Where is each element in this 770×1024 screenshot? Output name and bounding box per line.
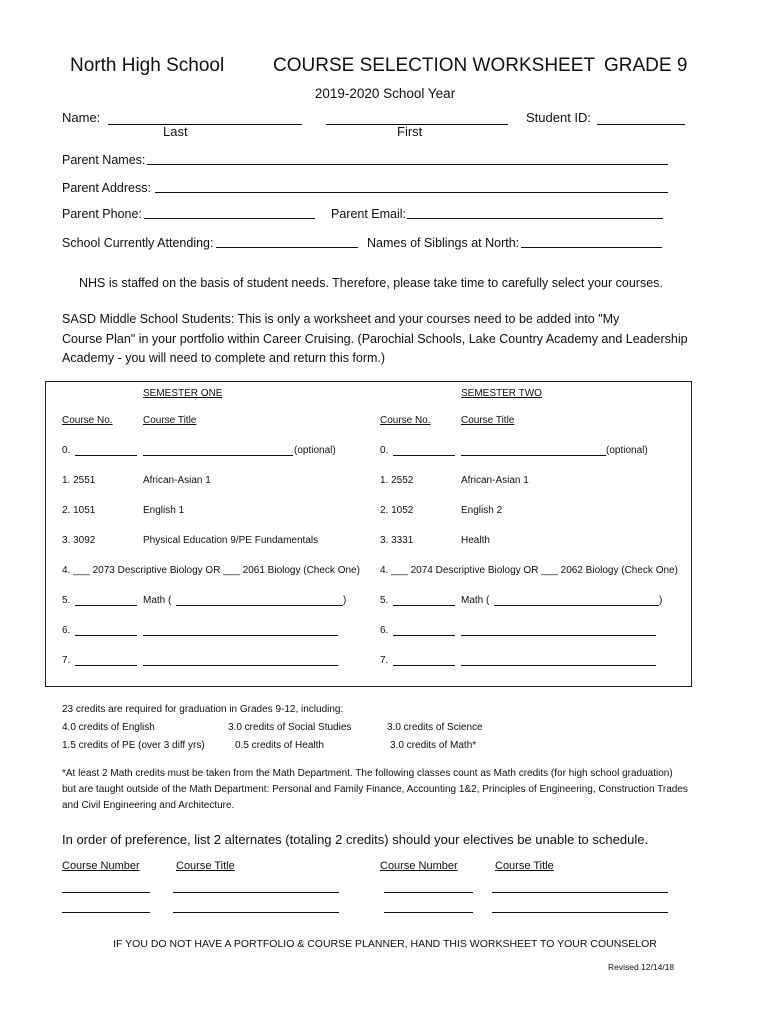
credits-science: 3.0 credits of Science bbox=[387, 722, 483, 733]
siblings-field[interactable] bbox=[521, 235, 662, 248]
s1-row0-title-field[interactable] bbox=[143, 443, 293, 456]
alt-course-title-header-1: Course Title bbox=[176, 860, 235, 872]
parent-address-field[interactable] bbox=[155, 180, 668, 193]
s1-row5-no-field[interactable] bbox=[75, 593, 137, 606]
s1-row3-no: 3. 3092 bbox=[62, 535, 96, 546]
s2-row5-no: 5. bbox=[380, 595, 389, 606]
parent-names-label: Parent Names: bbox=[62, 153, 146, 167]
last-label: Last bbox=[163, 124, 188, 139]
parent-names-field[interactable] bbox=[147, 152, 668, 165]
portfolio-notice: IF YOU DO NOT HAVE A PORTFOLIO & COURSE PLANNER, HAND THIS WORKSHEET TO YOUR COUNSELOR bbox=[113, 938, 657, 950]
s2-row3-title: Health bbox=[461, 535, 490, 546]
alt-course-number-header-2: Course Number bbox=[380, 860, 458, 872]
credits-health: 0.5 credits of Health bbox=[235, 740, 324, 751]
middle-school-notice-3: Academy - you will need to complete and return this form.) bbox=[62, 351, 386, 365]
s2-course-no-header: Course No. bbox=[380, 415, 431, 426]
s2-row2-title: English 2 bbox=[461, 505, 503, 516]
s1-row1-title: African-Asian 1 bbox=[143, 475, 211, 486]
s1-row1-no: 1. 2551 bbox=[62, 475, 96, 486]
s2-row6-title-field[interactable] bbox=[461, 623, 656, 636]
alt2-course-title-field[interactable] bbox=[173, 900, 339, 913]
s1-row4-biology-choice[interactable]: 4. ___ 2073 Descriptive Biology OR ___ 2061 Biology (Check One) bbox=[62, 565, 360, 576]
page-title: COURSE SELECTION WORKSHEET bbox=[273, 55, 595, 76]
s2-row1-title: African-Asian 1 bbox=[461, 475, 529, 486]
parent-phone-label: Parent Phone: bbox=[62, 207, 142, 221]
semester-two-heading: SEMESTER TWO bbox=[461, 388, 542, 399]
school-attending-field[interactable] bbox=[216, 235, 358, 248]
s1-row7-no-field[interactable] bbox=[75, 653, 137, 666]
s2-row7-title-field[interactable] bbox=[461, 653, 656, 666]
school-year: 2019-2020 School Year bbox=[314, 86, 456, 101]
s2-course-title-header: Course Title bbox=[461, 415, 515, 426]
s1-row7-no: 7. bbox=[62, 655, 71, 666]
s2-row2-no: 2. 1052 bbox=[380, 505, 414, 516]
s1-row5-close-paren: ) bbox=[343, 595, 347, 606]
s1-row0-no: 0. bbox=[62, 445, 71, 456]
student-id-field[interactable] bbox=[597, 112, 685, 125]
alt3-course-number-field[interactable] bbox=[384, 880, 473, 893]
alt1-course-number-field[interactable] bbox=[62, 880, 150, 893]
s1-row6-title-field[interactable] bbox=[143, 623, 338, 636]
math-note-3: and Civil Engineering and Architecture. bbox=[62, 800, 235, 811]
math-note-1: *At least 2 Math credits must be taken from the Math Department. The following classes count as Math credits (for high school graduation) bbox=[62, 768, 673, 779]
s2-row1-no: 1. 2552 bbox=[380, 475, 414, 486]
s2-row0-title-field[interactable] bbox=[461, 443, 606, 456]
alt3-course-title-field[interactable] bbox=[492, 880, 668, 893]
alternates-instruction: In order of preference, list 2 alternates (totaling 2 credits) should your electives be unable to schedule. bbox=[62, 832, 649, 847]
math-note-2: but are taught outside of the Math Department: Personal and Family Finance, Accounting 1&2, Principles of Engineering, Construction Trades bbox=[62, 784, 688, 795]
s2-row0-optional: (optional) bbox=[606, 445, 648, 456]
middle-school-notice-2: Course Plan" in your portfolio within Career Cruising. (Parochial Schools, Lake Country Academy and Leadership bbox=[62, 332, 688, 346]
parent-phone-field[interactable] bbox=[144, 206, 315, 219]
school-name: North High School bbox=[70, 55, 225, 76]
s1-course-no-header: Course No. bbox=[62, 415, 113, 426]
alt2-course-number-field[interactable] bbox=[62, 900, 150, 913]
s2-row5-title: Math ( bbox=[461, 595, 490, 606]
credits-intro: 23 credits are required for graduation in Grades 9-12, including: bbox=[62, 704, 344, 715]
s1-row2-no: 2. 1051 bbox=[62, 505, 96, 516]
parent-email-label: Parent Email: bbox=[331, 207, 407, 221]
parent-address-label: Parent Address: bbox=[62, 181, 151, 195]
s2-row7-no: 7. bbox=[380, 655, 389, 666]
siblings-label: Names of Siblings at North: bbox=[367, 236, 520, 250]
credits-pe: 1.5 credits of PE (over 3 diff yrs) bbox=[62, 740, 205, 751]
s1-row2-title: English 1 bbox=[143, 505, 185, 516]
alt4-course-title-field[interactable] bbox=[492, 900, 668, 913]
last-name-field[interactable] bbox=[108, 112, 302, 125]
s2-row4-biology-choice[interactable]: 4. ___ 2074 Descriptive Biology OR ___ 2062 Biology (Check One) bbox=[380, 565, 678, 576]
s2-row7-no-field[interactable] bbox=[393, 653, 455, 666]
middle-school-notice-1: SASD Middle School Students: This is only a worksheet and your courses need to be added into "My bbox=[62, 312, 620, 326]
credits-social: 3.0 credits of Social Studies bbox=[228, 722, 352, 733]
semester-table bbox=[45, 381, 692, 687]
s2-row6-no-field[interactable] bbox=[393, 623, 455, 636]
s1-row6-no-field[interactable] bbox=[75, 623, 137, 636]
name-label: Name: bbox=[62, 110, 101, 125]
s1-row5-math-field[interactable] bbox=[176, 593, 343, 606]
staffing-notice: NHS is staffed on the basis of student needs. Therefore, please take time to carefully select your courses. bbox=[79, 276, 663, 290]
school-attending-label: School Currently Attending: bbox=[62, 236, 214, 250]
s2-row0-no-field[interactable] bbox=[393, 443, 455, 456]
parent-email-field[interactable] bbox=[407, 206, 663, 219]
alt-course-number-header-1: Course Number bbox=[62, 860, 140, 872]
s1-row5-title: Math ( bbox=[143, 595, 172, 606]
first-label: First bbox=[397, 124, 423, 139]
credits-english: 4.0 credits of English bbox=[62, 722, 155, 733]
s1-row7-title-field[interactable] bbox=[143, 653, 338, 666]
s2-row5-math-field[interactable] bbox=[494, 593, 659, 606]
s1-row0-optional: (optional) bbox=[294, 445, 336, 456]
s1-course-title-header: Course Title bbox=[143, 415, 197, 426]
s2-row6-no: 6. bbox=[380, 625, 389, 636]
s1-row5-no: 5. bbox=[62, 595, 71, 606]
s1-row0-no-field[interactable] bbox=[75, 443, 137, 456]
s2-row5-close-paren: ) bbox=[659, 595, 663, 606]
semester-one-heading: SEMESTER ONE bbox=[143, 388, 223, 399]
s2-row0-no: 0. bbox=[380, 445, 389, 456]
grade-label: GRADE 9 bbox=[604, 55, 688, 76]
alt4-course-number-field[interactable] bbox=[384, 900, 473, 913]
revised-date: Revised 12/14/18 bbox=[608, 962, 675, 972]
s1-row6-no: 6. bbox=[62, 625, 71, 636]
s2-row5-no-field[interactable] bbox=[393, 593, 455, 606]
alt1-course-title-field[interactable] bbox=[173, 880, 339, 893]
alt-course-title-header-2: Course Title bbox=[495, 860, 554, 872]
s2-row3-no: 3. 3331 bbox=[380, 535, 414, 546]
s1-row3-title: Physical Education 9/PE Fundamentals bbox=[143, 535, 319, 546]
student-id-label: Student ID: bbox=[526, 110, 592, 125]
credits-math: 3.0 credits of Math* bbox=[390, 740, 477, 751]
